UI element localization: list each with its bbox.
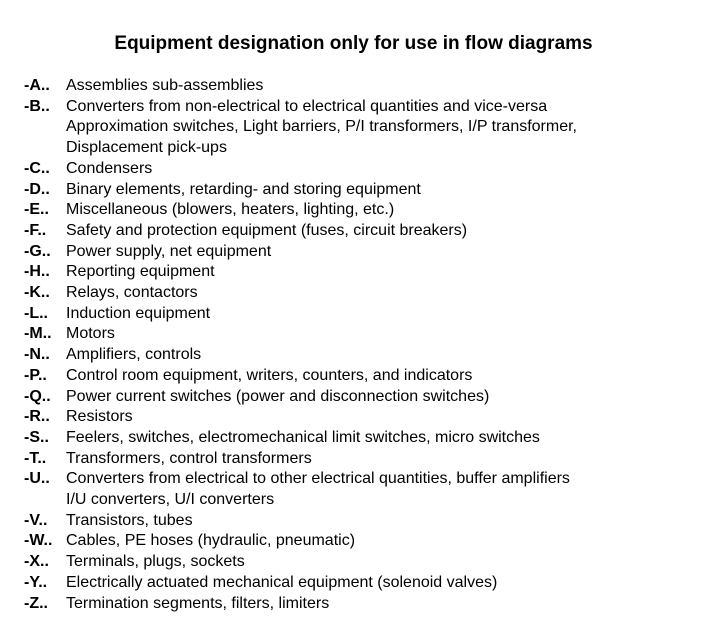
- designation-description: [66, 262, 694, 283]
- description-line: Safety and protection equipment (fuses, circuit breakers): [66, 221, 468, 239]
- description-line: Feelers, switches, electromechanical limit switches, micro switches: [66, 428, 540, 446]
- designation-code: -H..: [24, 263, 50, 281]
- description-line: Condensers: [66, 159, 153, 177]
- designation-item: [24, 552, 694, 573]
- designation-item: [24, 283, 694, 304]
- description-line: Reporting equipment: [66, 263, 215, 281]
- designation-item: [24, 200, 694, 221]
- description-line: Motors: [66, 325, 115, 343]
- designation-code: -S..: [24, 428, 49, 446]
- designation-description: [66, 469, 694, 510]
- designation-description: [66, 242, 694, 263]
- designation-description: [66, 573, 694, 594]
- description-line: Transistors, tubes: [66, 511, 193, 529]
- designation-description: [66, 76, 694, 97]
- designation-item: [24, 97, 694, 159]
- designation-description: [66, 159, 694, 180]
- designation-item: [24, 594, 694, 615]
- description-line: Electrically actuated mechanical equipment (solenoid valves): [66, 573, 498, 591]
- description-line: Transformers, control transformers: [66, 449, 312, 467]
- designation-code: -V..: [24, 511, 48, 529]
- designation-code: -Y..: [24, 573, 48, 591]
- page-title: Equipment designation only for use in flow diagrams: [114, 33, 593, 54]
- designation-description: [66, 594, 694, 615]
- designation-code: -L..: [24, 304, 48, 322]
- description-line: Induction equipment: [66, 304, 211, 322]
- designation-item: [24, 304, 694, 325]
- designation-code: -U..: [24, 470, 50, 488]
- designation-code: -W..: [24, 532, 53, 550]
- designation-code: -X..: [24, 553, 49, 571]
- designation-item: [24, 159, 694, 180]
- description-line: Miscellaneous (blowers, heaters, lighting, etc.): [66, 201, 395, 219]
- description-line: Binary elements, retarding- and storing equipment: [66, 180, 421, 198]
- description-line: Termination segments, filters, limiters: [66, 594, 330, 612]
- designation-code: -F..: [24, 221, 47, 239]
- designation-item: [24, 573, 694, 594]
- designation-description: [66, 180, 694, 201]
- designation-item: [24, 221, 694, 242]
- designation-item: [24, 407, 694, 428]
- designation-description: [66, 449, 694, 470]
- designation-code: -Z..: [24, 594, 48, 612]
- description-line: Converters from non-electrical to electrical quantities and vice-versa: [66, 97, 548, 115]
- designation-list: [24, 76, 694, 614]
- designation-description: [66, 531, 694, 552]
- designation-description: [66, 366, 694, 387]
- designation-description: [66, 304, 694, 325]
- designation-code: -Q..: [24, 387, 51, 405]
- designation-item: [24, 511, 694, 532]
- designation-description: [66, 283, 694, 304]
- designation-item: [24, 366, 694, 387]
- designation-item: [24, 387, 694, 408]
- description-line: Displacement pick-ups: [66, 139, 227, 157]
- description-line: Relays, contactors: [66, 284, 198, 302]
- description-line: Assemblies sub-assemblies: [66, 77, 264, 94]
- description-line: Resistors: [66, 408, 133, 426]
- designation-item: [24, 449, 694, 470]
- designation-code: -C..: [24, 159, 50, 177]
- designation-description: [66, 387, 694, 408]
- designation-item: [24, 345, 694, 366]
- designation-code: -E..: [24, 201, 49, 219]
- designation-item: [24, 428, 694, 449]
- description-line: Amplifiers, controls: [66, 346, 202, 364]
- description-line: Terminals, plugs, sockets: [66, 553, 245, 571]
- designation-code: -K..: [24, 284, 50, 302]
- designation-description: [66, 428, 694, 449]
- designation-item: [24, 242, 694, 263]
- designation-description: [66, 552, 694, 573]
- designation-code: -T..: [24, 449, 47, 467]
- designation-code: -M..: [24, 325, 52, 343]
- designation-code: -N..: [24, 346, 50, 364]
- designation-code: -D..: [24, 180, 50, 198]
- description-line: Approximation switches, Light barriers, P/I transformers, I/P transformer,: [66, 118, 577, 136]
- designation-description: [66, 407, 694, 428]
- description-line: Power current switches (power and disconnection switches): [66, 387, 490, 405]
- designation-code: -P..: [24, 366, 47, 384]
- description-line: Control room equipment, writers, counters, and indicators: [66, 366, 473, 384]
- designation-description: [66, 97, 694, 159]
- designation-code: -R..: [24, 408, 50, 426]
- designation-item: [24, 531, 694, 552]
- description-line: Power supply, net equipment: [66, 242, 272, 260]
- description-line: I/U converters, U/I converters: [66, 491, 275, 509]
- designation-code: -G..: [24, 242, 51, 260]
- designation-item: [24, 262, 694, 283]
- designation-description: [66, 324, 694, 345]
- designation-item: [24, 469, 694, 510]
- description-line: Cables, PE hoses (hydraulic, pneumatic): [66, 532, 356, 550]
- designation-description: [66, 221, 694, 242]
- designation-item: [24, 76, 694, 97]
- designation-description: [66, 511, 694, 532]
- designation-description: [66, 345, 694, 366]
- designation-item: [24, 324, 694, 345]
- designation-description: [66, 200, 694, 221]
- designation-item: [24, 180, 694, 201]
- designation-code: -A..: [24, 77, 50, 94]
- designation-code: -B..: [24, 97, 50, 115]
- description-line: Converters from electrical to other electrical quantities, buffer amplifiers: [66, 470, 570, 488]
